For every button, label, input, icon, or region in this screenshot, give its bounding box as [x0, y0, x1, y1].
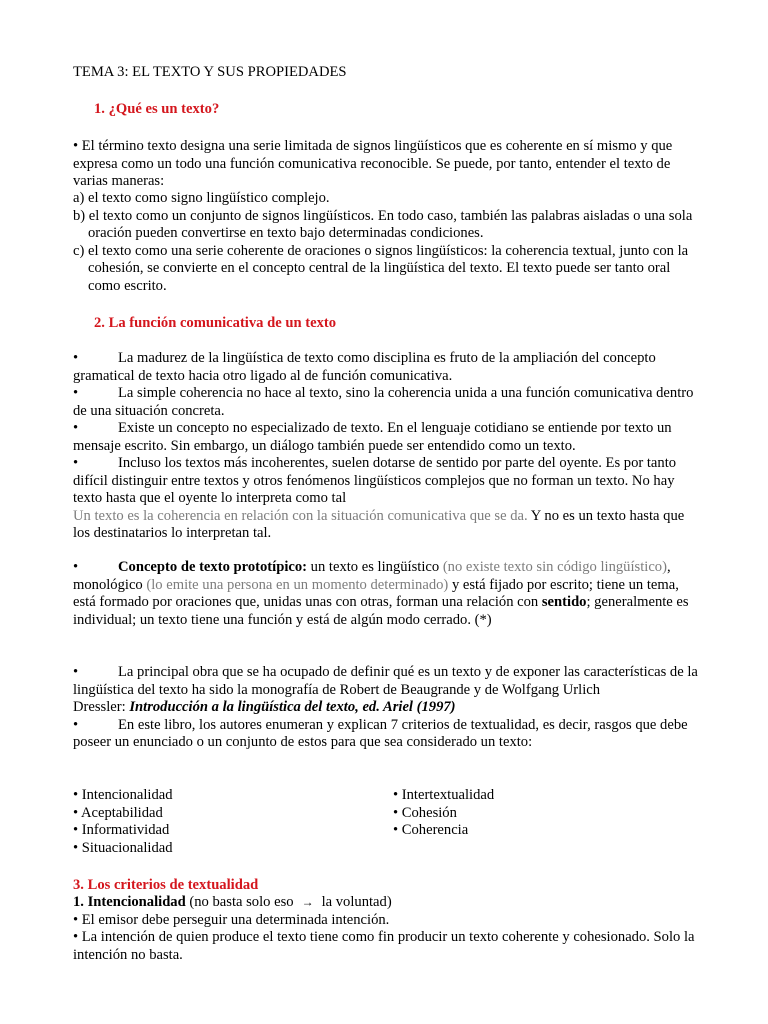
bullet: •: [73, 559, 79, 575]
criteria-right-column: [393, 787, 693, 840]
list-item: • Intertextualidad: [393, 787, 495, 803]
list-item: • Intencionalidad: [73, 787, 173, 803]
list-item-b: b) el texto como un conjunto de signos lingüísticos. En todo caso, también las palabras aisladas o una sola oración pueden convertirse en texto bajo determinadas condiciones.: [73, 207, 693, 241]
list-item: • Situacionalidad: [73, 839, 173, 856]
list-item: [73, 455, 698, 508]
list-item: • Cohesión: [393, 804, 457, 821]
list-item: • La intención de quien produce el texto tiene como fin producir un texto coherente y cohesionado. Solo la intención no basta.: [73, 929, 695, 963]
bullet: •: [73, 385, 79, 401]
section-3-body: [73, 894, 698, 964]
section-1-list: [73, 190, 698, 295]
book-title: Introducción a la lingüística del texto, ed. Ariel (1997): [129, 699, 456, 715]
dressler-label: Dressler:: [73, 699, 130, 715]
section-1-heading: 1. ¿Qué es un texto?: [94, 101, 220, 117]
section-3-heading: 3. Los criterios de textualidad: [73, 877, 259, 893]
obra-text: La principal obra que se ha ocupado de definir qué es un texto y de exponer las características de la lingüística del texto ha sido la monografía de Robert de Beaugrande y de Wolfgang Urlich: [73, 664, 698, 698]
point-text: Incluso los textos más incoherentes, suelen dotarse de sentido por parte del oyente. Es por tanto difícil distinguir entre textos y otros fenómenos lingüísticos complejos que no forman un texto. No hay texto hasta que el oyente lo interpreta como tal: [73, 455, 677, 506]
bullet: •: [73, 455, 79, 471]
criterion-note: (no basta solo eso: [189, 894, 294, 910]
list-item: [73, 385, 698, 420]
list-item: • Aceptabilidad: [73, 804, 163, 821]
point-text: Existe un concepto no especializado de texto. En el lenguaje cotidiano se entiende por texto un mensaje escrito. Sin embargo, un diálogo también puede ser entendido como un texto.: [73, 420, 672, 454]
dressler-line: [73, 699, 698, 717]
obra-paragraph: [73, 664, 698, 699]
criterion-note: la voluntad): [321, 894, 392, 910]
prototype-text: ; generalmente es individual; un texto tiene una función y está de algún modo cerrado. (*): [73, 594, 689, 628]
criterion-label: 1. Intencionalidad: [73, 894, 186, 910]
section-2-heading: 2. La función comunicativa de un texto: [94, 315, 337, 331]
libro-text: En este libro, los autores enumeran y explican 7 criterios de textualidad, es decir, rasgos que debe poseer un enunciado o un conjunto de estos para que sea considerado un texto:: [73, 716, 688, 750]
bibliography-block: [73, 664, 698, 752]
prototype-text: y está fijado por escrito; tiene un tema, está formado por oraciones que, unidas unas con otras, forman una relación con: [73, 576, 679, 610]
list-item: [73, 420, 698, 455]
definition-rest: Y no es un texto hasta que los destinatarios lo interpretan tal.: [73, 507, 685, 541]
list-item-c: c) el texto como una serie coherente de oraciones o signos lingüísticos: la coherencia textual, junto con la cohesión, se convierte en el concepto central de la lingüística del texto. El texto puede ser tanto oral como escrito.: [73, 242, 689, 294]
bullet: •: [73, 716, 79, 733]
prototype-note: (lo emite una persona en un momento determinado): [146, 576, 449, 593]
prototype-text: , monológico: [73, 559, 671, 593]
bullet: •: [73, 420, 79, 436]
bullet: •: [73, 350, 79, 366]
bold-word: sentido: [541, 594, 587, 610]
arrow-right-icon: →: [301, 895, 314, 909]
definition-paragraph: [73, 508, 698, 543]
list-item: • El emisor debe perseguir una determinada intención.: [73, 911, 390, 928]
section-1-intro: • El término texto designa una serie limitada de signos lingüísticos que es coherente en sí mismo y que expresa como un todo una función comunicativa reconocible. Se puede, por tanto, entender el texto de varias maneras:: [73, 138, 673, 189]
point-text: La simple coherencia no hace al texto, sino la coherencia unida a una función comunicativa dentro de una situación concreta.: [73, 385, 694, 419]
page-title: TEMA 3: EL TEXTO Y SUS PROPIEDADES: [73, 64, 347, 80]
section-2-points: [73, 350, 698, 543]
list-item: [73, 350, 698, 385]
prototype-paragraph: [73, 559, 698, 629]
bullet: •: [73, 664, 79, 680]
grey-definition: Un texto es la coherencia en relación con la situación comunicativa que se da.: [73, 507, 528, 524]
prototype-label: Concepto de texto prototípico:: [118, 559, 308, 575]
list-item: • Coherencia: [393, 822, 469, 838]
list-item-a: a) el texto como signo lingüístico complejo.: [73, 190, 330, 206]
list-item: • Informatividad: [73, 822, 170, 838]
prototype-text: un texto es lingüístico: [307, 559, 443, 575]
point-text: La madurez de la lingüística de texto como disciplina es fruto de la ampliación del concepto gramatical de texto hacia otro ligado al de función comunicativa.: [73, 350, 656, 384]
criterion-heading: [73, 894, 698, 912]
prototype-note: (no existe texto sin código lingüístico): [442, 559, 667, 575]
libro-paragraph: [73, 717, 698, 752]
